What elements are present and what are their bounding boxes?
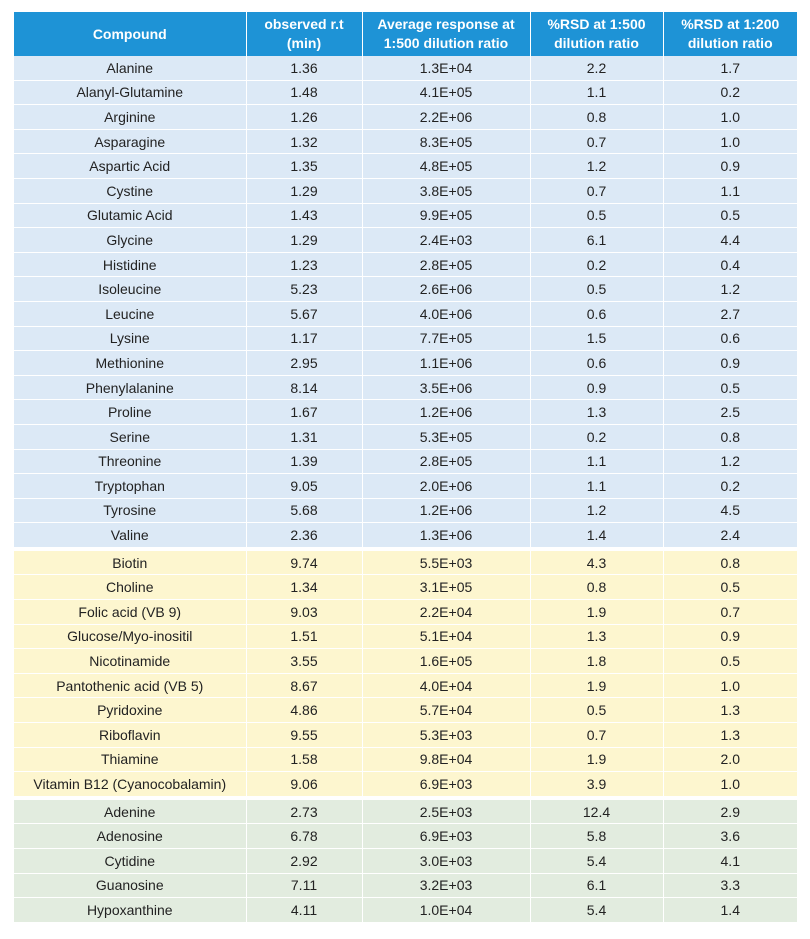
- table-row: [14, 523, 797, 548]
- cell-retention-time: 1.35: [246, 154, 362, 179]
- cell-average-response: 6.9E+03: [362, 772, 530, 797]
- cell-compound: Arginine: [14, 105, 246, 130]
- cell-rsd-1-500: 4.3: [530, 551, 663, 575]
- table-row: [14, 351, 797, 376]
- cell-retention-time: 9.05: [246, 474, 362, 499]
- table-row: [14, 203, 797, 228]
- cell-compound: Nicotinamide: [14, 649, 246, 674]
- table-row: [14, 449, 797, 474]
- cell-rsd-1-500: 1.3: [530, 624, 663, 649]
- cell-rsd-1-500: 1.9: [530, 747, 663, 772]
- cell-retention-time: 6.78: [246, 824, 362, 849]
- cell-rsd-1-500: 1.9: [530, 600, 663, 625]
- cell-rsd-1-500: 0.7: [530, 129, 663, 154]
- cell-retention-time: 1.34: [246, 575, 362, 600]
- cell-rsd-1-200: 2.4: [663, 523, 797, 548]
- cell-average-response: 1.2E+06: [362, 498, 530, 523]
- cell-retention-time: 1.29: [246, 178, 362, 203]
- cell-compound: Guanosine: [14, 873, 246, 898]
- table-row: [14, 772, 797, 797]
- cell-rsd-1-500: 3.9: [530, 772, 663, 797]
- cell-compound: Aspartic Acid: [14, 154, 246, 179]
- cell-average-response: 4.0E+06: [362, 301, 530, 326]
- cell-rsd-1-200: 1.0: [663, 105, 797, 130]
- table-row: [14, 649, 797, 674]
- cell-rsd-1-200: 1.2: [663, 277, 797, 302]
- table-row: [14, 80, 797, 105]
- cell-rsd-1-200: 4.4: [663, 228, 797, 253]
- cell-rsd-1-200: 4.5: [663, 498, 797, 523]
- cell-compound: Adenine: [14, 800, 246, 824]
- results-table-container: [14, 12, 797, 923]
- cell-average-response: 2.0E+06: [362, 474, 530, 499]
- cell-average-response: 4.0E+04: [362, 673, 530, 698]
- cell-average-response: 5.1E+04: [362, 624, 530, 649]
- cell-rsd-1-200: 0.2: [663, 474, 797, 499]
- cell-rsd-1-500: 12.4: [530, 800, 663, 824]
- cell-compound: Valine: [14, 523, 246, 548]
- cell-average-response: 4.8E+05: [362, 154, 530, 179]
- cell-retention-time: 8.67: [246, 673, 362, 698]
- cell-retention-time: 2.36: [246, 523, 362, 548]
- cell-compound: Serine: [14, 424, 246, 449]
- cell-retention-time: 5.23: [246, 277, 362, 302]
- table-row: [14, 375, 797, 400]
- cell-rsd-1-200: 0.4: [663, 252, 797, 277]
- cell-rsd-1-200: 2.7: [663, 301, 797, 326]
- table-row: [14, 178, 797, 203]
- cell-rsd-1-500: 0.6: [530, 351, 663, 376]
- cell-rsd-1-200: 1.0: [663, 772, 797, 797]
- cell-rsd-1-500: 0.2: [530, 424, 663, 449]
- table-row: [14, 575, 797, 600]
- cell-compound: Alanyl-Glutamine: [14, 80, 246, 105]
- cell-rsd-1-200: 0.5: [663, 203, 797, 228]
- cell-rsd-1-500: 1.1: [530, 80, 663, 105]
- cell-average-response: 5.3E+05: [362, 424, 530, 449]
- header-rsd-1-500: %RSD at 1:500 dilution ratio: [530, 12, 663, 56]
- cell-compound: Choline: [14, 575, 246, 600]
- cell-rsd-1-200: 0.5: [663, 575, 797, 600]
- cell-compound: Biotin: [14, 551, 246, 575]
- table-row: [14, 849, 797, 874]
- cell-rsd-1-200: 4.1: [663, 849, 797, 874]
- cell-compound: Proline: [14, 400, 246, 425]
- cell-rsd-1-500: 6.1: [530, 873, 663, 898]
- cell-rsd-1-200: 0.9: [663, 624, 797, 649]
- table-row: [14, 56, 797, 80]
- table-row: [14, 600, 797, 625]
- cell-rsd-1-200: 0.2: [663, 80, 797, 105]
- cell-average-response: 9.8E+04: [362, 747, 530, 772]
- table-row: [14, 424, 797, 449]
- cell-rsd-1-200: 2.9: [663, 800, 797, 824]
- cell-retention-time: 1.23: [246, 252, 362, 277]
- cell-rsd-1-200: 0.8: [663, 424, 797, 449]
- cell-retention-time: 4.11: [246, 898, 362, 923]
- cell-retention-time: 3.55: [246, 649, 362, 674]
- cell-average-response: 3.0E+03: [362, 849, 530, 874]
- table-row: [14, 252, 797, 277]
- cell-rsd-1-500: 5.4: [530, 898, 663, 923]
- cell-rsd-1-500: 0.2: [530, 252, 663, 277]
- cell-compound: Riboflavin: [14, 723, 246, 748]
- cell-rsd-1-200: 1.1: [663, 178, 797, 203]
- cell-rsd-1-500: 0.5: [530, 277, 663, 302]
- cell-rsd-1-200: 1.7: [663, 56, 797, 80]
- cell-rsd-1-500: 0.9: [530, 375, 663, 400]
- table-row: [14, 474, 797, 499]
- cell-rsd-1-200: 1.2: [663, 449, 797, 474]
- cell-compound: Glucose/Myo-inositil: [14, 624, 246, 649]
- cell-average-response: 1.3E+06: [362, 523, 530, 548]
- cell-rsd-1-200: 0.8: [663, 551, 797, 575]
- cell-rsd-1-500: 0.8: [530, 575, 663, 600]
- cell-rsd-1-500: 1.1: [530, 474, 663, 499]
- cell-retention-time: 1.67: [246, 400, 362, 425]
- cell-average-response: 8.3E+05: [362, 129, 530, 154]
- cell-retention-time: 1.32: [246, 129, 362, 154]
- cell-rsd-1-500: 1.4: [530, 523, 663, 548]
- cell-average-response: 5.3E+03: [362, 723, 530, 748]
- cell-average-response: 2.8E+05: [362, 449, 530, 474]
- header-compound: Compound: [14, 12, 246, 56]
- cell-compound: Glycine: [14, 228, 246, 253]
- cell-rsd-1-500: 1.5: [530, 326, 663, 351]
- table-body: [14, 56, 797, 922]
- cell-compound: Threonine: [14, 449, 246, 474]
- cell-retention-time: 1.36: [246, 56, 362, 80]
- cell-average-response: 2.8E+05: [362, 252, 530, 277]
- cell-compound: Adenosine: [14, 824, 246, 849]
- header-rsd-1-200: %RSD at 1:200 dilution ratio: [663, 12, 797, 56]
- cell-retention-time: 5.67: [246, 301, 362, 326]
- cell-average-response: 1.1E+06: [362, 351, 530, 376]
- cell-rsd-1-200: 1.4: [663, 898, 797, 923]
- cell-retention-time: 1.51: [246, 624, 362, 649]
- table-row: [14, 723, 797, 748]
- cell-rsd-1-500: 0.5: [530, 698, 663, 723]
- cell-rsd-1-200: 1.3: [663, 698, 797, 723]
- cell-compound: Cytidine: [14, 849, 246, 874]
- cell-retention-time: 9.74: [246, 551, 362, 575]
- cell-retention-time: 1.39: [246, 449, 362, 474]
- cell-compound: Glutamic Acid: [14, 203, 246, 228]
- cell-compound: Phenylalanine: [14, 375, 246, 400]
- cell-rsd-1-500: 0.5: [530, 203, 663, 228]
- table-row: [14, 129, 797, 154]
- cell-average-response: 2.4E+03: [362, 228, 530, 253]
- cell-rsd-1-200: 1.3: [663, 723, 797, 748]
- cell-compound: Tyrosine: [14, 498, 246, 523]
- table-header: [14, 12, 797, 56]
- table-row: [14, 747, 797, 772]
- table-row: [14, 824, 797, 849]
- cell-retention-time: 5.68: [246, 498, 362, 523]
- header-retention-time: observed r.t (min): [246, 12, 362, 56]
- cell-compound: Asparagine: [14, 129, 246, 154]
- cell-rsd-1-200: 0.5: [663, 649, 797, 674]
- cell-retention-time: 1.17: [246, 326, 362, 351]
- table-row: [14, 400, 797, 425]
- cell-average-response: 5.7E+04: [362, 698, 530, 723]
- cell-rsd-1-200: 0.9: [663, 351, 797, 376]
- cell-retention-time: 9.06: [246, 772, 362, 797]
- table-row: [14, 624, 797, 649]
- cell-compound: Pantothenic acid (VB 5): [14, 673, 246, 698]
- cell-compound: Methionine: [14, 351, 246, 376]
- cell-rsd-1-500: 0.8: [530, 105, 663, 130]
- cell-average-response: 1.6E+05: [362, 649, 530, 674]
- header-average-response: Average response at 1:500 dilution ratio: [362, 12, 530, 56]
- cell-compound: Histidine: [14, 252, 246, 277]
- cell-retention-time: 9.03: [246, 600, 362, 625]
- cell-average-response: 2.2E+06: [362, 105, 530, 130]
- cell-compound: Leucine: [14, 301, 246, 326]
- table-row: [14, 498, 797, 523]
- cell-rsd-1-500: 6.1: [530, 228, 663, 253]
- cell-compound: Hypoxanthine: [14, 898, 246, 923]
- cell-retention-time: 9.55: [246, 723, 362, 748]
- table-row: [14, 228, 797, 253]
- cell-average-response: 6.9E+03: [362, 824, 530, 849]
- table-row: [14, 154, 797, 179]
- cell-compound: Alanine: [14, 56, 246, 80]
- cell-average-response: 2.6E+06: [362, 277, 530, 302]
- table-row: [14, 277, 797, 302]
- cell-rsd-1-500: 1.2: [530, 154, 663, 179]
- cell-compound: Folic acid (VB 9): [14, 600, 246, 625]
- cell-average-response: 3.2E+03: [362, 873, 530, 898]
- table-row: [14, 698, 797, 723]
- table-row: [14, 873, 797, 898]
- cell-rsd-1-500: 0.7: [530, 723, 663, 748]
- table-row: [14, 105, 797, 130]
- cell-retention-time: 2.95: [246, 351, 362, 376]
- cell-average-response: 1.2E+06: [362, 400, 530, 425]
- cell-compound: Vitamin B12 (Cyanocobalamin): [14, 772, 246, 797]
- cell-compound: Cystine: [14, 178, 246, 203]
- table-row: [14, 673, 797, 698]
- cell-retention-time: 1.43: [246, 203, 362, 228]
- cell-retention-time: 2.73: [246, 800, 362, 824]
- cell-rsd-1-200: 0.6: [663, 326, 797, 351]
- cell-average-response: 9.9E+05: [362, 203, 530, 228]
- table-row: [14, 301, 797, 326]
- cell-rsd-1-500: 1.9: [530, 673, 663, 698]
- cell-retention-time: 2.92: [246, 849, 362, 874]
- results-table: [14, 12, 797, 923]
- table-row: [14, 800, 797, 824]
- cell-average-response: 5.5E+03: [362, 551, 530, 575]
- cell-retention-time: 4.86: [246, 698, 362, 723]
- cell-retention-time: 1.58: [246, 747, 362, 772]
- cell-compound: Thiamine: [14, 747, 246, 772]
- cell-rsd-1-200: 2.5: [663, 400, 797, 425]
- cell-retention-time: 7.11: [246, 873, 362, 898]
- cell-rsd-1-200: 0.5: [663, 375, 797, 400]
- cell-rsd-1-200: 0.7: [663, 600, 797, 625]
- table-row: [14, 551, 797, 575]
- cell-rsd-1-500: 0.7: [530, 178, 663, 203]
- cell-average-response: 3.1E+05: [362, 575, 530, 600]
- cell-retention-time: 8.14: [246, 375, 362, 400]
- cell-compound: Tryptophan: [14, 474, 246, 499]
- cell-compound: Pyridoxine: [14, 698, 246, 723]
- cell-rsd-1-500: 5.8: [530, 824, 663, 849]
- cell-rsd-1-200: 1.0: [663, 673, 797, 698]
- cell-average-response: 3.8E+05: [362, 178, 530, 203]
- cell-rsd-1-500: 1.8: [530, 649, 663, 674]
- cell-rsd-1-200: 3.6: [663, 824, 797, 849]
- cell-average-response: 1.0E+04: [362, 898, 530, 923]
- cell-compound: Isoleucine: [14, 277, 246, 302]
- cell-rsd-1-500: 2.2: [530, 56, 663, 80]
- cell-rsd-1-200: 0.9: [663, 154, 797, 179]
- table-row: [14, 898, 797, 923]
- cell-rsd-1-200: 1.0: [663, 129, 797, 154]
- header-row: [14, 12, 797, 56]
- cell-average-response: 1.3E+04: [362, 56, 530, 80]
- cell-retention-time: 1.31: [246, 424, 362, 449]
- cell-retention-time: 1.26: [246, 105, 362, 130]
- cell-rsd-1-200: 3.3: [663, 873, 797, 898]
- cell-average-response: 7.7E+05: [362, 326, 530, 351]
- cell-rsd-1-500: 0.6: [530, 301, 663, 326]
- cell-retention-time: 1.48: [246, 80, 362, 105]
- cell-average-response: 2.2E+04: [362, 600, 530, 625]
- cell-average-response: 3.5E+06: [362, 375, 530, 400]
- cell-rsd-1-500: 5.4: [530, 849, 663, 874]
- cell-rsd-1-500: 1.2: [530, 498, 663, 523]
- table-row: [14, 326, 797, 351]
- cell-rsd-1-500: 1.3: [530, 400, 663, 425]
- cell-retention-time: 1.29: [246, 228, 362, 253]
- cell-rsd-1-200: 2.0: [663, 747, 797, 772]
- cell-average-response: 4.1E+05: [362, 80, 530, 105]
- cell-rsd-1-500: 1.1: [530, 449, 663, 474]
- cell-compound: Lysine: [14, 326, 246, 351]
- cell-average-response: 2.5E+03: [362, 800, 530, 824]
